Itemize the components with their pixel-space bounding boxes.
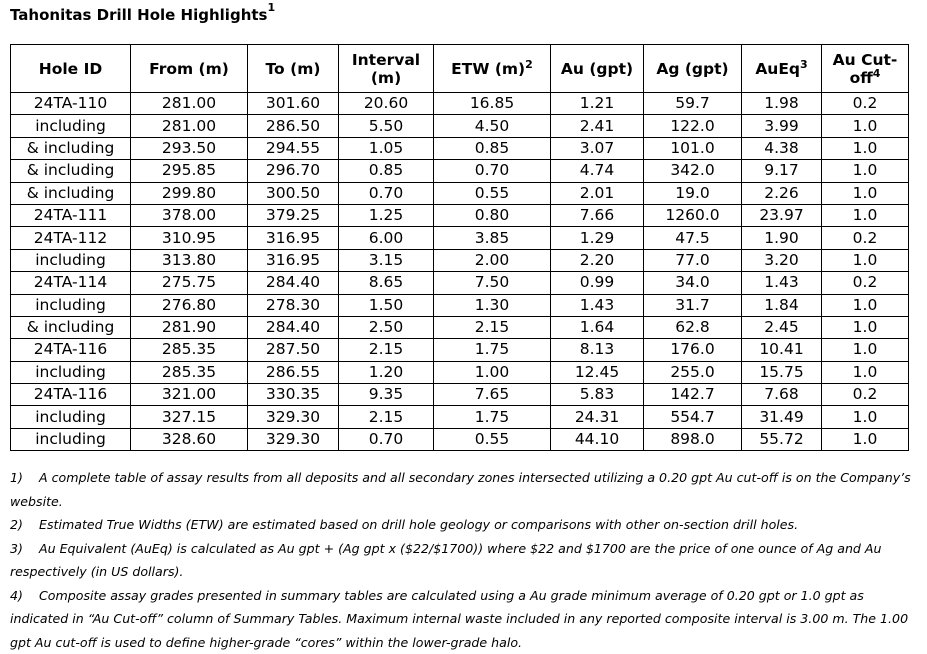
column-header <box>551 45 644 93</box>
column-header <box>644 45 742 93</box>
table-cell: 285.35 <box>131 339 248 361</box>
table-cell: 1.0 <box>822 249 909 271</box>
column-header-label: AuEq <box>755 60 800 78</box>
table-cell: 286.55 <box>248 361 339 383</box>
table-cell: 6.00 <box>339 227 434 249</box>
table-cell: 1.0 <box>822 115 909 137</box>
footnote-text: Composite assay grades presented in summary tables are calculated using a Au grade minimum average of 0.20 gpt or 1.0 gpt as indicated in “Au Cut-off” column of Summary Tables. Maximum internal waste included in any reported composite interval is 3.00 m. The 1.00 gpt Au cut-off is used to define higher-grade “cores” within the lower-grade halo. <box>10 588 908 650</box>
footnote-number: 4) <box>10 584 39 608</box>
table-cell: 8.13 <box>551 339 644 361</box>
table-cell: 299.80 <box>131 182 248 204</box>
table-cell: 77.0 <box>644 249 742 271</box>
footnotes <box>10 466 918 654</box>
hole-id-cell: 24TA-111 <box>11 204 131 226</box>
table-cell: 7.66 <box>551 204 644 226</box>
table-cell: 4.38 <box>742 137 822 159</box>
table-cell: 4.74 <box>551 160 644 182</box>
column-header <box>339 45 434 93</box>
hole-id-cell: 24TA-116 <box>11 339 131 361</box>
table-cell: 24.31 <box>551 406 644 428</box>
table-cell: 1.0 <box>822 137 909 159</box>
table-cell: 5.83 <box>551 384 644 406</box>
table-cell: 12.45 <box>551 361 644 383</box>
footnote <box>10 466 918 513</box>
table-cell: 1.75 <box>434 339 551 361</box>
table-cell: 1.64 <box>551 316 644 338</box>
table-cell: 62.8 <box>644 316 742 338</box>
table-cell: 1260.0 <box>644 204 742 226</box>
table-cell: 0.85 <box>339 160 434 182</box>
table-cell: 321.00 <box>131 384 248 406</box>
column-header-label: Au (gpt) <box>561 60 633 78</box>
table-title <box>10 4 275 26</box>
table-cell: 295.85 <box>131 160 248 182</box>
column-header-label: Interval <box>352 51 420 69</box>
table-cell: 15.75 <box>742 361 822 383</box>
table-body <box>11 93 909 451</box>
footnote-text: Au Equivalent (AuEq) is calculated as Au gpt + (Ag gpt x ($22/$1700)) where $22 and $1700 are the price of one ounce of Ag and Au respectively (in US dollars). <box>10 541 882 580</box>
hole-id-cell: including <box>11 249 131 271</box>
table-cell: 1.43 <box>742 272 822 294</box>
table-cell: 281.90 <box>131 316 248 338</box>
table-cell: 176.0 <box>644 339 742 361</box>
table-cell: 1.50 <box>339 294 434 316</box>
table-cell: 0.80 <box>434 204 551 226</box>
table-cell: 2.15 <box>434 316 551 338</box>
hole-id-cell: including <box>11 406 131 428</box>
table-cell: 275.75 <box>131 272 248 294</box>
column-header-label: Hole ID <box>39 60 102 78</box>
table-cell: 898.0 <box>644 428 742 450</box>
column-header <box>248 45 339 93</box>
table-cell: 2.50 <box>339 316 434 338</box>
table-cell: 47.5 <box>644 227 742 249</box>
column-header <box>742 45 822 93</box>
table-cell: 278.30 <box>248 294 339 316</box>
table-cell: 294.55 <box>248 137 339 159</box>
column-header <box>131 45 248 93</box>
hole-id-cell: including <box>11 361 131 383</box>
table-cell: 316.95 <box>248 249 339 271</box>
table-row <box>11 182 909 204</box>
hole-id-cell: & including <box>11 160 131 182</box>
column-header <box>434 45 551 93</box>
table-cell: 5.50 <box>339 115 434 137</box>
table-row <box>11 316 909 338</box>
table-cell: 300.50 <box>248 182 339 204</box>
table-cell: 101.0 <box>644 137 742 159</box>
column-header-label-line2: off <box>850 69 873 87</box>
footnote-text: A complete table of assay results from all deposits and all secondary zones intersected utilizing a 0.20 gpt Au cut-off is on the Company’s website. <box>10 470 911 509</box>
footnote-number: 1) <box>10 466 39 490</box>
table-row <box>11 93 909 115</box>
table-cell: 3.99 <box>742 115 822 137</box>
table-row <box>11 428 909 450</box>
table-cell: 329.30 <box>248 428 339 450</box>
table-cell: 329.30 <box>248 406 339 428</box>
table-cell: 327.15 <box>131 406 248 428</box>
table-cell: 255.0 <box>644 361 742 383</box>
table-cell: 1.30 <box>434 294 551 316</box>
hole-id-cell: 24TA-116 <box>11 384 131 406</box>
table-cell: 554.7 <box>644 406 742 428</box>
table-cell: 313.80 <box>131 249 248 271</box>
title-text: Tahonitas Drill Hole Highlights <box>10 6 267 24</box>
table-cell: 1.84 <box>742 294 822 316</box>
column-header-label: ETW (m) <box>451 60 525 78</box>
table-row <box>11 406 909 428</box>
table-cell: 284.40 <box>248 316 339 338</box>
table-cell: 0.2 <box>822 93 909 115</box>
footnote <box>10 537 918 584</box>
hole-id-cell: & including <box>11 137 131 159</box>
table-cell: 1.0 <box>822 428 909 450</box>
column-footnote-marker: 3 <box>800 58 808 71</box>
table-cell: 1.0 <box>822 316 909 338</box>
table-cell: 281.00 <box>131 93 248 115</box>
table-row <box>11 361 909 383</box>
title-footnote-marker: 1 <box>267 1 275 14</box>
table-cell: 20.60 <box>339 93 434 115</box>
table-cell: 0.70 <box>434 160 551 182</box>
column-header-line <box>822 51 908 69</box>
table-cell: 9.17 <box>742 160 822 182</box>
table-cell: 31.49 <box>742 406 822 428</box>
table-cell: 328.60 <box>131 428 248 450</box>
table-cell: 1.20 <box>339 361 434 383</box>
table-cell: 34.0 <box>644 272 742 294</box>
table-cell: 0.55 <box>434 428 551 450</box>
table-cell: 8.65 <box>339 272 434 294</box>
footnote <box>10 584 918 654</box>
table-cell: 142.7 <box>644 384 742 406</box>
table-cell: 3.20 <box>742 249 822 271</box>
column-header-label-line2: (m) <box>371 69 401 87</box>
table-cell: 379.25 <box>248 204 339 226</box>
table-cell: 2.45 <box>742 316 822 338</box>
table-cell: 330.35 <box>248 384 339 406</box>
table-cell: 1.29 <box>551 227 644 249</box>
table-cell: 0.2 <box>822 272 909 294</box>
table-row <box>11 249 909 271</box>
table-cell: 0.55 <box>434 182 551 204</box>
table-cell: 44.10 <box>551 428 644 450</box>
hole-id-cell: & including <box>11 182 131 204</box>
table-cell: 287.50 <box>248 339 339 361</box>
table-cell: 0.85 <box>434 137 551 159</box>
table-cell: 7.68 <box>742 384 822 406</box>
hole-id-cell: including <box>11 428 131 450</box>
table-cell: 1.00 <box>434 361 551 383</box>
table-cell: 3.85 <box>434 227 551 249</box>
table-cell: 1.0 <box>822 204 909 226</box>
column-header-line <box>339 69 433 87</box>
table-cell: 293.50 <box>131 137 248 159</box>
table-cell: 1.21 <box>551 93 644 115</box>
table-row <box>11 137 909 159</box>
table-cell: 2.00 <box>434 249 551 271</box>
column-header-label: From (m) <box>149 60 229 78</box>
table-cell: 3.15 <box>339 249 434 271</box>
table-cell: 310.95 <box>131 227 248 249</box>
column-header-line <box>822 69 908 87</box>
table-cell: 296.70 <box>248 160 339 182</box>
footnote-text: Estimated True Widths (ETW) are estimated based on drill hole geology or comparisons with other on-section drill holes. <box>39 517 798 532</box>
table-cell: 0.2 <box>822 227 909 249</box>
table-cell: 2.15 <box>339 339 434 361</box>
column-header-label: To (m) <box>266 60 321 78</box>
table-row <box>11 294 909 316</box>
table-row <box>11 272 909 294</box>
table-cell: 2.26 <box>742 182 822 204</box>
table-cell: 378.00 <box>131 204 248 226</box>
table-cell: 16.85 <box>434 93 551 115</box>
hole-id-cell: 24TA-112 <box>11 227 131 249</box>
table-cell: 1.05 <box>339 137 434 159</box>
table-cell: 2.20 <box>551 249 644 271</box>
table-cell: 1.98 <box>742 93 822 115</box>
table-cell: 2.41 <box>551 115 644 137</box>
table-row <box>11 115 909 137</box>
table-cell: 23.97 <box>742 204 822 226</box>
table-row <box>11 160 909 182</box>
table-row <box>11 384 909 406</box>
table-cell: 10.41 <box>742 339 822 361</box>
column-header-line <box>339 51 433 69</box>
footnote-number: 3) <box>10 537 39 561</box>
table-cell: 31.7 <box>644 294 742 316</box>
table-cell: 59.7 <box>644 93 742 115</box>
table-cell: 9.35 <box>339 384 434 406</box>
table-cell: 1.0 <box>822 406 909 428</box>
table-cell: 7.50 <box>434 272 551 294</box>
column-footnote-marker: 4 <box>873 67 881 80</box>
table-cell: 0.2 <box>822 384 909 406</box>
table-cell: 1.0 <box>822 339 909 361</box>
table-header-row <box>11 45 909 93</box>
column-header-label: Ag (gpt) <box>656 60 728 78</box>
hole-id-cell: including <box>11 294 131 316</box>
table-cell: 1.0 <box>822 361 909 383</box>
column-footnote-marker: 2 <box>525 58 533 71</box>
table-cell: 0.99 <box>551 272 644 294</box>
footnote <box>10 513 918 537</box>
table-cell: 284.40 <box>248 272 339 294</box>
column-header <box>822 45 909 93</box>
hole-id-cell: 24TA-114 <box>11 272 131 294</box>
table-cell: 55.72 <box>742 428 822 450</box>
table-cell: 19.0 <box>644 182 742 204</box>
table-cell: 2.15 <box>339 406 434 428</box>
column-header <box>11 45 131 93</box>
hole-id-cell: 24TA-110 <box>11 93 131 115</box>
table-cell: 0.70 <box>339 428 434 450</box>
table-cell: 285.35 <box>131 361 248 383</box>
table-cell: 301.60 <box>248 93 339 115</box>
table-cell: 1.0 <box>822 160 909 182</box>
table-cell: 286.50 <box>248 115 339 137</box>
table-cell: 281.00 <box>131 115 248 137</box>
table-cell: 1.90 <box>742 227 822 249</box>
table-cell: 342.0 <box>644 160 742 182</box>
footnote-number: 2) <box>10 513 39 537</box>
table-cell: 276.80 <box>131 294 248 316</box>
hole-id-cell: including <box>11 115 131 137</box>
table-cell: 1.0 <box>822 182 909 204</box>
table-cell: 2.01 <box>551 182 644 204</box>
drill-highlights-table <box>10 44 909 451</box>
table-cell: 0.70 <box>339 182 434 204</box>
table-row <box>11 204 909 226</box>
table-cell: 1.75 <box>434 406 551 428</box>
table-cell: 7.65 <box>434 384 551 406</box>
table-cell: 3.07 <box>551 137 644 159</box>
table-cell: 1.43 <box>551 294 644 316</box>
table-cell: 1.0 <box>822 294 909 316</box>
table-cell: 316.95 <box>248 227 339 249</box>
table-cell: 122.0 <box>644 115 742 137</box>
hole-id-cell: & including <box>11 316 131 338</box>
column-header-label: Au Cut- <box>833 51 898 69</box>
table-cell: 1.25 <box>339 204 434 226</box>
table-row <box>11 339 909 361</box>
table-row <box>11 227 909 249</box>
table-cell: 4.50 <box>434 115 551 137</box>
